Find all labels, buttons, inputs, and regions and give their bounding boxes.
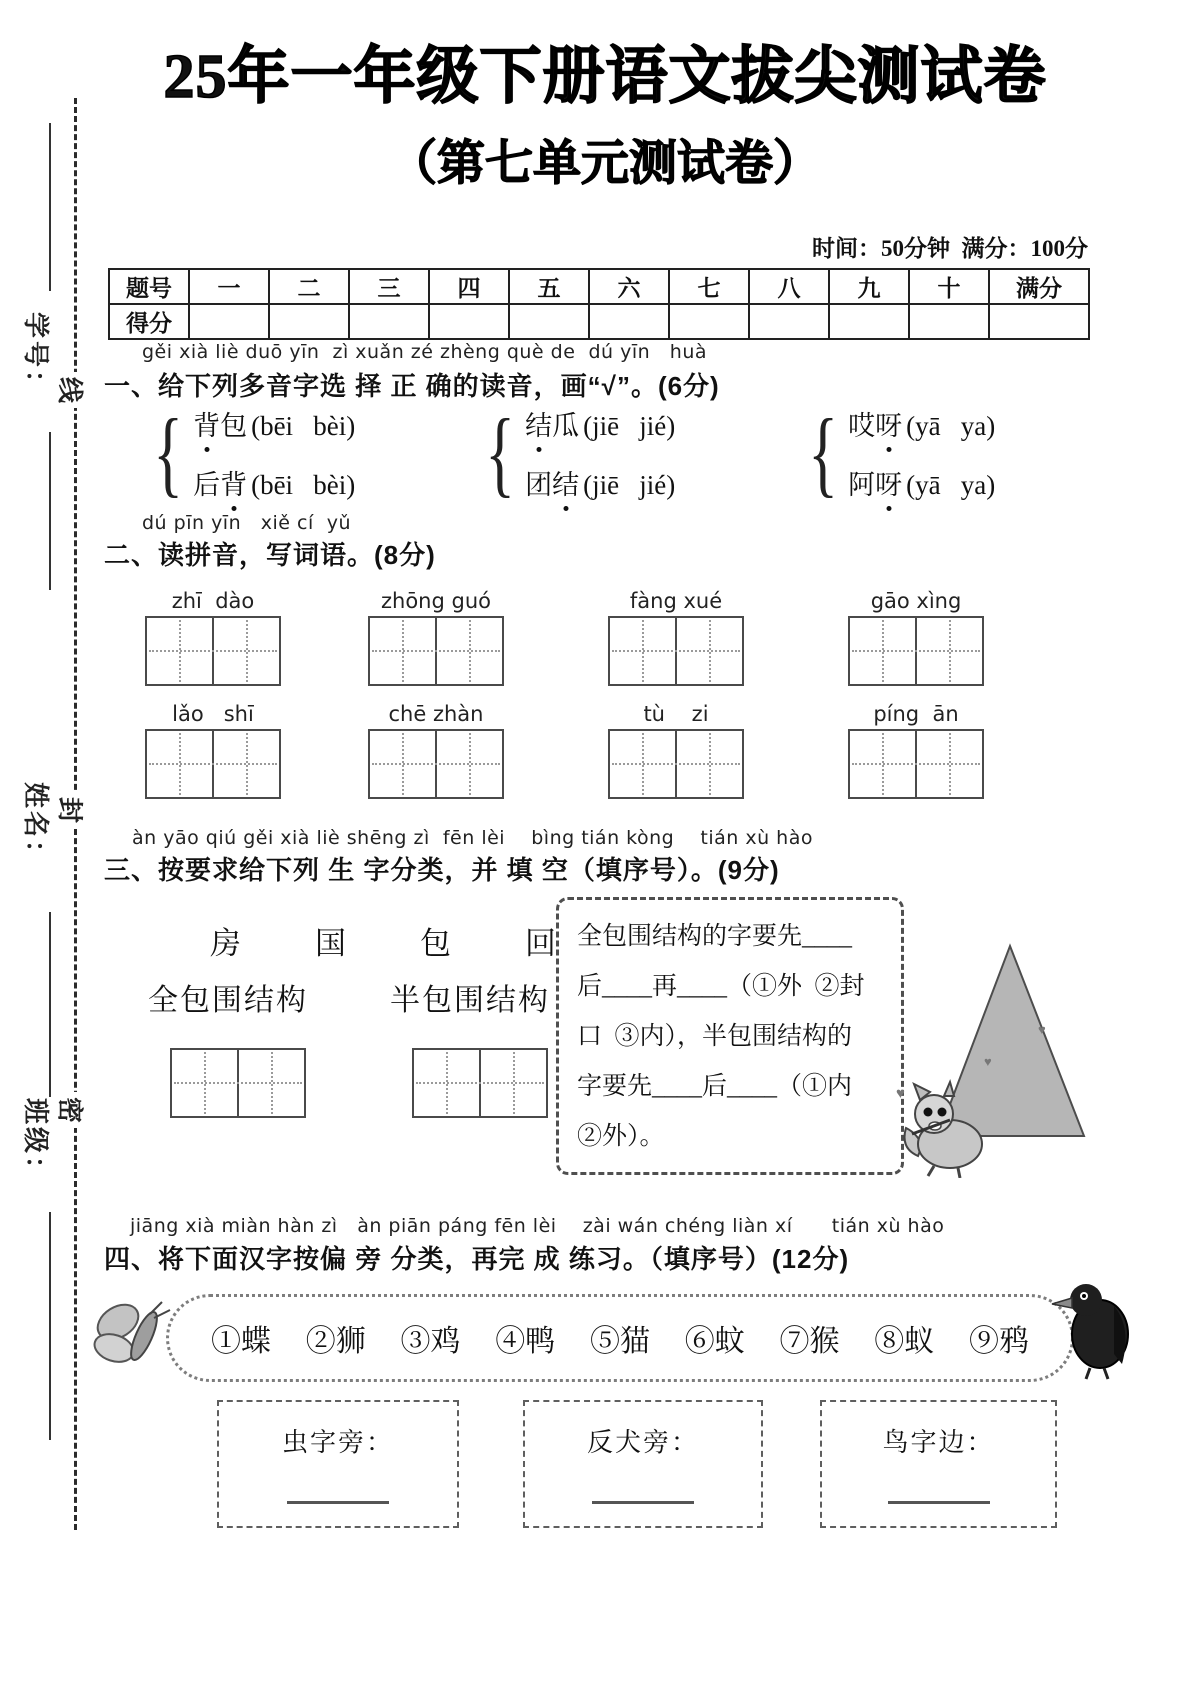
radical-box-insect (217, 1400, 459, 1528)
score-header-cell: 三 (349, 269, 429, 304)
hint-line: 字要先____后____（①内 (577, 1073, 853, 1100)
score-cell (509, 304, 589, 339)
polyphone-row (848, 463, 995, 502)
strip-item: ②狮 (305, 1325, 366, 1358)
strip-item: ④鸭 (495, 1325, 556, 1358)
score-row-label: 得分 (109, 304, 189, 339)
tree-and-squirrel-illustration (888, 938, 1088, 1178)
score-header-cell: 二 (269, 269, 349, 304)
butterfly-icon (88, 1296, 176, 1376)
writing-cell (370, 618, 437, 684)
writing-cell (172, 1050, 239, 1116)
half-enclosure-label: 半包围结构 (390, 984, 550, 1017)
radical-label: 虫字旁： (281, 1428, 394, 1457)
writing-box (145, 616, 281, 686)
strip-item: ⑤猫 (590, 1325, 650, 1358)
radical-label: 反犬旁： (586, 1428, 699, 1457)
pinyin-writing-unit (848, 589, 984, 686)
writing-cell (677, 618, 742, 684)
word-pre: 后 (193, 470, 221, 500)
writing-cell (481, 1050, 546, 1116)
score-header-cell: 九 (829, 269, 909, 304)
pinyin-writing-unit (145, 589, 281, 686)
score-cell (669, 304, 749, 339)
heart-icon: ♥ (1038, 1022, 1046, 1037)
score-header-cell: 六 (589, 269, 669, 304)
section1-title: 一、给下列多音字选 择 正 确的读音，画“√”。(6分) (104, 371, 720, 401)
brace-glyph: { (153, 399, 184, 506)
writing-cell (370, 731, 437, 797)
section2-title: 二、读拼音，写词语。(8分) (104, 540, 436, 570)
score-table-score-row (109, 304, 1089, 339)
score-cell (429, 304, 509, 339)
strip-item: ⑨鸦 (969, 1325, 1029, 1358)
pinyin-writing-unit (848, 702, 984, 799)
word-pre: 阿 (848, 470, 876, 500)
classify-char: 房 (210, 926, 241, 961)
answer-underline (888, 1501, 990, 1504)
character-strip (166, 1294, 1074, 1382)
pronunciation-options: (jiē jié) (583, 470, 676, 500)
exam-meta: 时间：50分钟 满分：100分 (812, 236, 1088, 261)
writing-cell (414, 1050, 481, 1116)
word-pre: 团 (525, 470, 553, 500)
classify-char: 回 (525, 926, 556, 961)
score-table-header-row (109, 269, 1089, 304)
pronunciation-options: (yā ya) (906, 470, 996, 500)
polyphone-row (525, 404, 675, 443)
word-pre: 哎 (848, 411, 876, 441)
section3-title: 三、按要求给下列 生 字分类，并 填 空（填序号）。(9分) (104, 855, 780, 885)
writing-box (848, 729, 984, 799)
word-dotted-char: 呀 (875, 404, 902, 443)
writing-cell (239, 1050, 304, 1116)
margin-answer-line (49, 1212, 51, 1440)
score-cell (989, 304, 1089, 339)
pinyin-word-label: gāo xìng (870, 589, 962, 613)
score-header-cell: 十 (909, 269, 989, 304)
polyphone-row (193, 404, 355, 443)
word-post: 包 (220, 411, 248, 441)
word-post: 瓜 (552, 411, 580, 441)
writing-cell (214, 731, 279, 797)
pinyin-word-label: píng ān (873, 702, 959, 726)
brace-glyph: { (808, 399, 839, 506)
tree-icon (938, 946, 1084, 1136)
seal-char-mi: 密 (60, 1092, 90, 1128)
pinyin-writing-unit (368, 589, 504, 686)
strip-item: ①蝶 (211, 1325, 271, 1358)
writing-cell (437, 731, 502, 797)
margin-answer-line (49, 912, 51, 1097)
full-enclosure-label: 全包围结构 (148, 984, 308, 1017)
squirrel-ear (944, 1082, 954, 1096)
score-cell (189, 304, 269, 339)
margin-answer-line (49, 123, 51, 291)
classify-char-row (210, 918, 556, 963)
hint-line: 口 ③内），半包围结构的 (577, 1023, 853, 1050)
writing-cell (917, 618, 982, 684)
score-header-cell: 满分 (989, 269, 1089, 304)
hint-line: 全包围结构的字要先____ (577, 923, 853, 950)
writing-cell (850, 618, 917, 684)
pinyin-writing-unit (145, 702, 281, 799)
writing-cell (917, 731, 982, 797)
word-dotted-char: 呀 (875, 463, 902, 502)
pinyin-word-label: zhōng guó (381, 589, 491, 613)
radical-label: 鸟字边： (882, 1428, 995, 1457)
writing-cell (677, 731, 742, 797)
writing-cell (610, 618, 677, 684)
section4-title: 四、将下面汉字按偏 旁 分类，再完 成 练习。（填序号）(12分) (104, 1244, 850, 1274)
writing-cell (147, 731, 214, 797)
polyphone-row (193, 463, 355, 502)
student-id-label: 学号： (21, 312, 50, 400)
strip-item: ⑧蚁 (874, 1325, 935, 1358)
pinyin-word-label: zhī dào (171, 589, 255, 613)
writing-box (368, 616, 504, 686)
section3-pinyin: àn yāo qiú gěi xià liè shēng zì fēn lèi bìng tián kòng tián xù hào (132, 827, 813, 849)
writing-box (608, 729, 744, 799)
strip-item: ⑦猴 (779, 1325, 840, 1358)
crow-icon (1048, 1276, 1148, 1380)
word-dotted-char: 背 (220, 463, 247, 502)
score-header-cell: 七 (669, 269, 749, 304)
score-cell (829, 304, 909, 339)
writing-box (848, 616, 984, 686)
writing-box (412, 1048, 548, 1118)
pronunciation-options: (jiē jié) (583, 411, 676, 441)
section2-pinyin: dú pīn yīn xiě cí yǔ (142, 512, 352, 534)
class-label: 班级： (21, 1098, 50, 1186)
writing-cell (214, 618, 279, 684)
pinyin-writing-unit (368, 702, 504, 799)
margin-answer-line (49, 432, 51, 590)
radical-box-dog (523, 1400, 763, 1528)
polyphone-group (800, 398, 995, 508)
hint-line: 后____再____（①外 ②封 (577, 973, 865, 1000)
page-subtitle: （第七单元测试卷） (388, 137, 821, 190)
score-header-cell: 八 (749, 269, 829, 304)
radical-box-bird (820, 1400, 1057, 1528)
writing-box (608, 616, 744, 686)
heart-icon: ♥ (896, 1086, 905, 1102)
polyphone-row (848, 404, 995, 443)
score-header-cell: 四 (429, 269, 509, 304)
strip-item: ③鸡 (400, 1325, 461, 1358)
writing-cell (850, 731, 917, 797)
heart-icon: ♥ (984, 1054, 992, 1069)
score-table (108, 268, 1090, 340)
score-cell (349, 304, 429, 339)
word-dotted-char: 结 (525, 404, 552, 443)
seal-char-feng: 封 (60, 792, 90, 828)
pinyin-word-label: fàng xué (629, 589, 723, 613)
polyphone-group (145, 398, 355, 508)
answer-underline (287, 1501, 389, 1504)
answer-underline (592, 1501, 694, 1504)
pronunciation-options: (bēi bèi) (251, 470, 356, 500)
polyphone-group (477, 398, 675, 508)
stroke-order-hint-box (556, 897, 904, 1175)
score-header-cell: 题号 (109, 269, 189, 304)
score-cell (589, 304, 669, 339)
writing-cell (147, 618, 214, 684)
pronunciation-options: (bēi bèi) (251, 411, 356, 441)
section4-pinyin: jiāng xià miàn hàn zì àn piān páng fēn lèi zài wán chéng liàn xí tián xù hào (130, 1215, 945, 1237)
classify-char: 包 (420, 926, 451, 961)
pinyin-writing-unit (608, 589, 744, 686)
pinyin-word-label: tù zi (643, 702, 709, 726)
pinyin-word-label: chē zhàn (388, 702, 484, 726)
pinyin-writing-unit (608, 702, 744, 799)
page-title: 25年一年级下册语文拔尖测试卷 (163, 43, 1047, 111)
word-dotted-char: 背 (193, 404, 220, 443)
writing-cell (437, 618, 502, 684)
polyphone-row (525, 463, 675, 502)
writing-cell (610, 731, 677, 797)
score-header-cell: 五 (509, 269, 589, 304)
writing-box (145, 729, 281, 799)
score-cell (749, 304, 829, 339)
hint-line: ②外）。 (577, 1123, 665, 1150)
score-cell (269, 304, 349, 339)
seal-char-line: 线 (60, 372, 90, 408)
classify-char: 国 (315, 926, 346, 961)
writing-box (170, 1048, 306, 1118)
name-label: 姓名： (21, 782, 50, 870)
score-header-cell: 一 (189, 269, 269, 304)
writing-box (368, 729, 504, 799)
word-dotted-char: 结 (552, 463, 579, 502)
strip-item: ⑥蚊 (684, 1325, 745, 1358)
pronunciation-options: (yā ya) (906, 411, 996, 441)
section1-pinyin: gěi xià liè duō yīn zì xuǎn zé zhèng què de dú yīn huà (142, 341, 708, 363)
score-cell (909, 304, 989, 339)
pinyin-word-label: lǎo shī (172, 702, 254, 726)
brace-glyph: { (485, 399, 516, 506)
